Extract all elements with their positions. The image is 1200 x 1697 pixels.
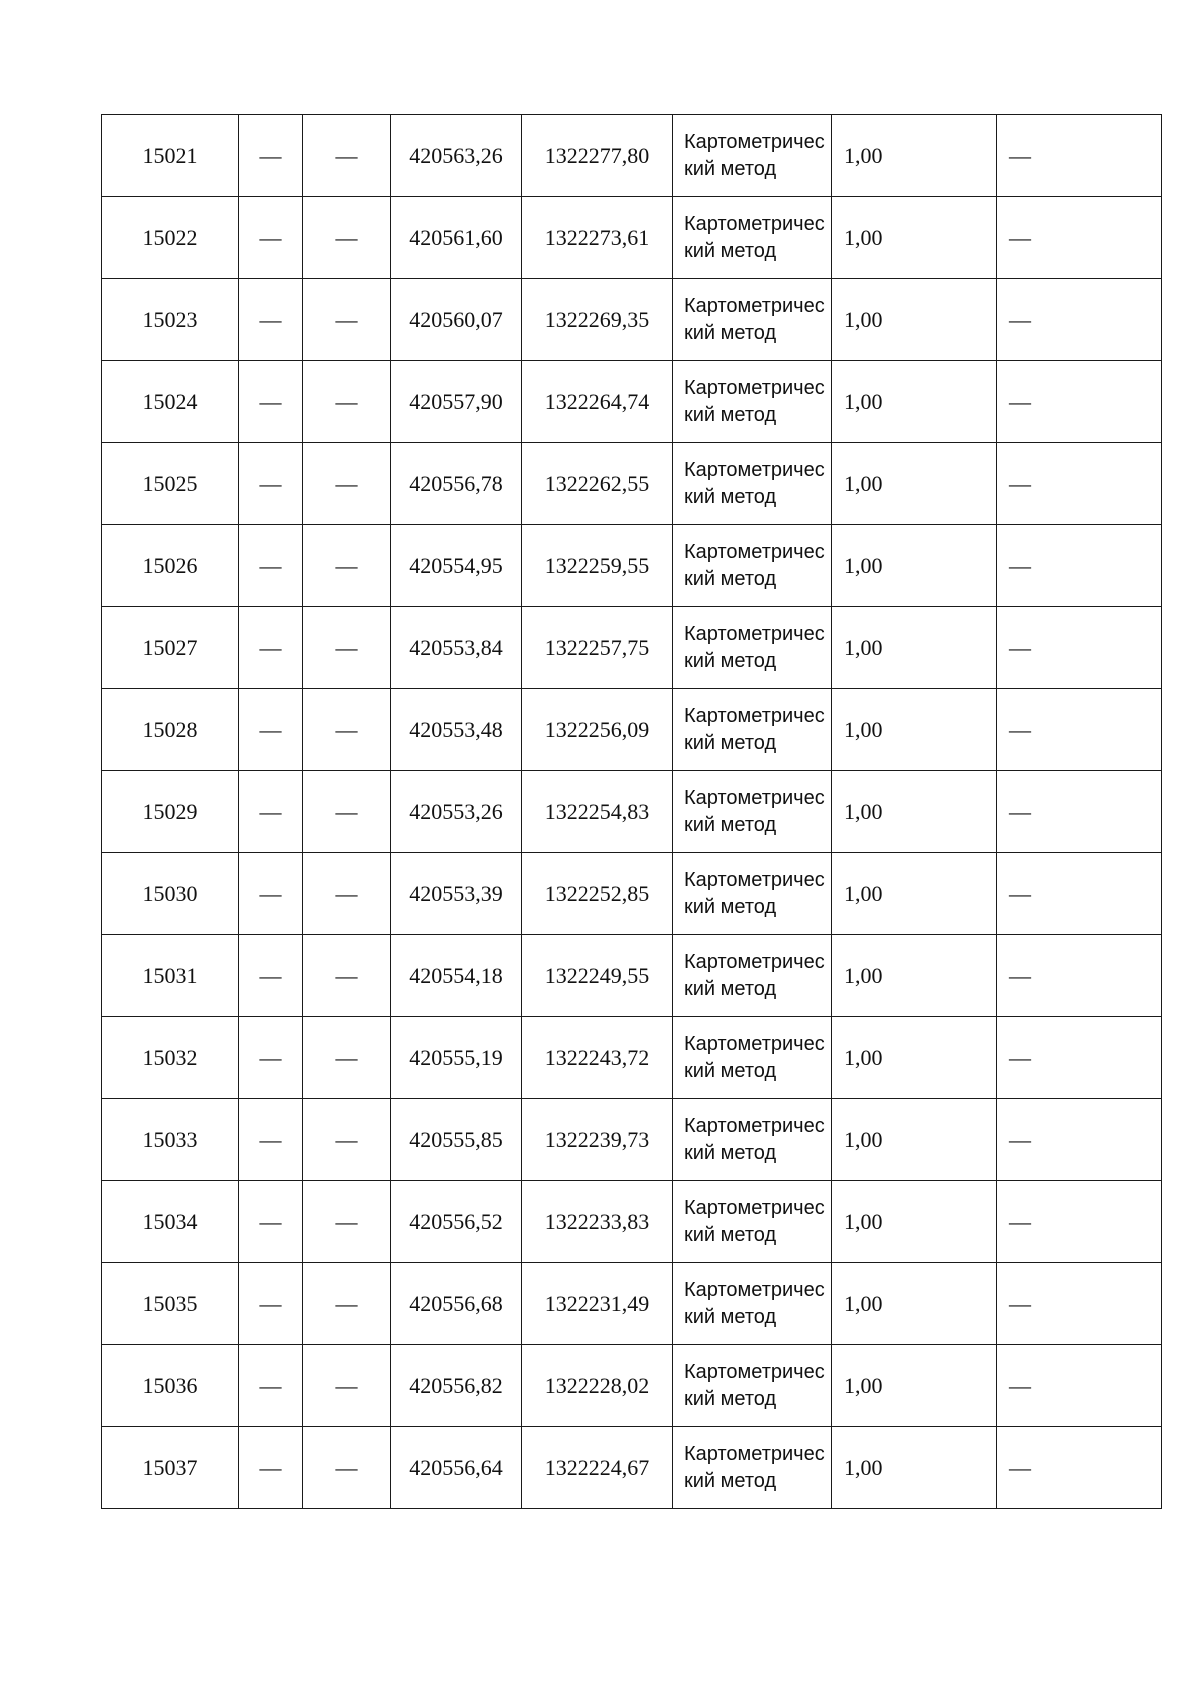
y-coordinate-cell: 1322231,49 (522, 1263, 673, 1345)
empty-value-cell: — (303, 1263, 391, 1345)
method-cell: Картометрический метод (673, 115, 832, 197)
empty-value-cell: — (303, 935, 391, 1017)
empty-value-cell: — (997, 1181, 1162, 1263)
method-cell: Картометрический метод (673, 1427, 832, 1509)
x-coordinate-cell: 420557,90 (391, 361, 522, 443)
empty-value-cell: — (997, 1099, 1162, 1181)
y-coordinate-cell: 1322252,85 (522, 853, 673, 935)
y-coordinate-cell: 1322257,75 (522, 607, 673, 689)
accuracy-cell: 1,00 (832, 115, 997, 197)
empty-value-cell: — (239, 525, 303, 607)
accuracy-cell: 1,00 (832, 771, 997, 853)
empty-value-cell: — (303, 607, 391, 689)
empty-value-cell: — (303, 197, 391, 279)
x-coordinate-cell: 420555,85 (391, 1099, 522, 1181)
y-coordinate-cell: 1322277,80 (522, 115, 673, 197)
accuracy-cell: 1,00 (832, 935, 997, 1017)
x-coordinate-cell: 420554,95 (391, 525, 522, 607)
method-cell: Картометрический метод (673, 853, 832, 935)
method-cell: Картометрический метод (673, 1017, 832, 1099)
y-coordinate-cell: 1322256,09 (522, 689, 673, 771)
x-coordinate-cell: 420556,64 (391, 1427, 522, 1509)
empty-value-cell: — (239, 197, 303, 279)
point-number-cell: 15027 (102, 607, 239, 689)
empty-value-cell: — (303, 689, 391, 771)
x-coordinate-cell: 420553,84 (391, 607, 522, 689)
x-coordinate-cell: 420555,19 (391, 1017, 522, 1099)
point-number-cell: 15031 (102, 935, 239, 1017)
empty-value-cell: — (997, 361, 1162, 443)
method-cell: Картометрический метод (673, 1345, 832, 1427)
empty-value-cell: — (239, 935, 303, 1017)
empty-value-cell: — (239, 1427, 303, 1509)
empty-value-cell: — (239, 771, 303, 853)
y-coordinate-cell: 1322273,61 (522, 197, 673, 279)
empty-value-cell: — (239, 361, 303, 443)
empty-value-cell: — (303, 853, 391, 935)
coordinates-table (101, 114, 1162, 1509)
empty-value-cell: — (303, 771, 391, 853)
y-coordinate-cell: 1322264,74 (522, 361, 673, 443)
point-number-cell: 15022 (102, 197, 239, 279)
empty-value-cell: — (239, 1017, 303, 1099)
y-coordinate-cell: 1322249,55 (522, 935, 673, 1017)
table-body (102, 115, 1162, 1509)
empty-value-cell: — (303, 1099, 391, 1181)
empty-value-cell: — (997, 115, 1162, 197)
accuracy-cell: 1,00 (832, 197, 997, 279)
accuracy-cell: 1,00 (832, 1427, 997, 1509)
empty-value-cell: — (997, 853, 1162, 935)
y-coordinate-cell: 1322254,83 (522, 771, 673, 853)
empty-value-cell: — (239, 443, 303, 525)
method-cell: Картометрический метод (673, 1099, 832, 1181)
method-cell: Картометрический метод (673, 443, 832, 525)
y-coordinate-cell: 1322259,55 (522, 525, 673, 607)
empty-value-cell: — (239, 689, 303, 771)
point-number-cell: 15023 (102, 279, 239, 361)
empty-value-cell: — (303, 1427, 391, 1509)
x-coordinate-cell: 420556,52 (391, 1181, 522, 1263)
accuracy-cell: 1,00 (832, 279, 997, 361)
empty-value-cell: — (997, 1345, 1162, 1427)
empty-value-cell: — (239, 1345, 303, 1427)
x-coordinate-cell: 420556,68 (391, 1263, 522, 1345)
table-row (102, 771, 1162, 853)
accuracy-cell: 1,00 (832, 1099, 997, 1181)
accuracy-cell: 1,00 (832, 1181, 997, 1263)
table-row (102, 115, 1162, 197)
table-row (102, 1017, 1162, 1099)
empty-value-cell: — (997, 197, 1162, 279)
empty-value-cell: — (997, 689, 1162, 771)
point-number-cell: 15029 (102, 771, 239, 853)
accuracy-cell: 1,00 (832, 1017, 997, 1099)
x-coordinate-cell: 420556,78 (391, 443, 522, 525)
x-coordinate-cell: 420553,39 (391, 853, 522, 935)
y-coordinate-cell: 1322228,02 (522, 1345, 673, 1427)
table-row (102, 689, 1162, 771)
point-number-cell: 15024 (102, 361, 239, 443)
accuracy-cell: 1,00 (832, 361, 997, 443)
empty-value-cell: — (239, 115, 303, 197)
point-number-cell: 15036 (102, 1345, 239, 1427)
empty-value-cell: — (997, 443, 1162, 525)
point-number-cell: 15032 (102, 1017, 239, 1099)
empty-value-cell: — (303, 443, 391, 525)
empty-value-cell: — (239, 1181, 303, 1263)
point-number-cell: 15025 (102, 443, 239, 525)
point-number-cell: 15030 (102, 853, 239, 935)
empty-value-cell: — (997, 607, 1162, 689)
empty-value-cell: — (303, 1181, 391, 1263)
empty-value-cell: — (997, 1427, 1162, 1509)
y-coordinate-cell: 1322239,73 (522, 1099, 673, 1181)
empty-value-cell: — (303, 1017, 391, 1099)
x-coordinate-cell: 420563,26 (391, 115, 522, 197)
point-number-cell: 15034 (102, 1181, 239, 1263)
empty-value-cell: — (997, 1017, 1162, 1099)
method-cell: Картометрический метод (673, 525, 832, 607)
table-row (102, 197, 1162, 279)
table-row (102, 1263, 1162, 1345)
x-coordinate-cell: 420560,07 (391, 279, 522, 361)
empty-value-cell: — (303, 115, 391, 197)
empty-value-cell: — (303, 361, 391, 443)
table-row (102, 443, 1162, 525)
empty-value-cell: — (239, 1099, 303, 1181)
table-row (102, 361, 1162, 443)
table-row (102, 607, 1162, 689)
method-cell: Картометрический метод (673, 197, 832, 279)
method-cell: Картометрический метод (673, 1263, 832, 1345)
point-number-cell: 15033 (102, 1099, 239, 1181)
point-number-cell: 15026 (102, 525, 239, 607)
y-coordinate-cell: 1322233,83 (522, 1181, 673, 1263)
method-cell: Картометрический метод (673, 771, 832, 853)
empty-value-cell: — (239, 279, 303, 361)
empty-value-cell: — (303, 525, 391, 607)
table-row (102, 279, 1162, 361)
method-cell: Картометрический метод (673, 361, 832, 443)
accuracy-cell: 1,00 (832, 525, 997, 607)
accuracy-cell: 1,00 (832, 607, 997, 689)
table-row (102, 1099, 1162, 1181)
table-row (102, 1181, 1162, 1263)
method-cell: Картометрический метод (673, 1181, 832, 1263)
point-number-cell: 15037 (102, 1427, 239, 1509)
point-number-cell: 15035 (102, 1263, 239, 1345)
x-coordinate-cell: 420554,18 (391, 935, 522, 1017)
point-number-cell: 15028 (102, 689, 239, 771)
y-coordinate-cell: 1322243,72 (522, 1017, 673, 1099)
empty-value-cell: — (997, 935, 1162, 1017)
accuracy-cell: 1,00 (832, 689, 997, 771)
empty-value-cell: — (239, 607, 303, 689)
method-cell: Картометрический метод (673, 607, 832, 689)
x-coordinate-cell: 420561,60 (391, 197, 522, 279)
accuracy-cell: 1,00 (832, 1345, 997, 1427)
method-cell: Картометрический метод (673, 935, 832, 1017)
empty-value-cell: — (997, 771, 1162, 853)
empty-value-cell: — (997, 279, 1162, 361)
table-row (102, 1427, 1162, 1509)
empty-value-cell: — (239, 1263, 303, 1345)
table-row (102, 853, 1162, 935)
empty-value-cell: — (997, 1263, 1162, 1345)
y-coordinate-cell: 1322224,67 (522, 1427, 673, 1509)
x-coordinate-cell: 420556,82 (391, 1345, 522, 1427)
empty-value-cell: — (239, 853, 303, 935)
point-number-cell: 15021 (102, 115, 239, 197)
y-coordinate-cell: 1322269,35 (522, 279, 673, 361)
accuracy-cell: 1,00 (832, 1263, 997, 1345)
empty-value-cell: — (303, 279, 391, 361)
y-coordinate-cell: 1322262,55 (522, 443, 673, 525)
method-cell: Картометрический метод (673, 689, 832, 771)
table-row (102, 1345, 1162, 1427)
accuracy-cell: 1,00 (832, 853, 997, 935)
empty-value-cell: — (997, 525, 1162, 607)
x-coordinate-cell: 420553,26 (391, 771, 522, 853)
empty-value-cell: — (303, 1345, 391, 1427)
accuracy-cell: 1,00 (832, 443, 997, 525)
x-coordinate-cell: 420553,48 (391, 689, 522, 771)
method-cell: Картометрический метод (673, 279, 832, 361)
table-row (102, 935, 1162, 1017)
table-row (102, 525, 1162, 607)
